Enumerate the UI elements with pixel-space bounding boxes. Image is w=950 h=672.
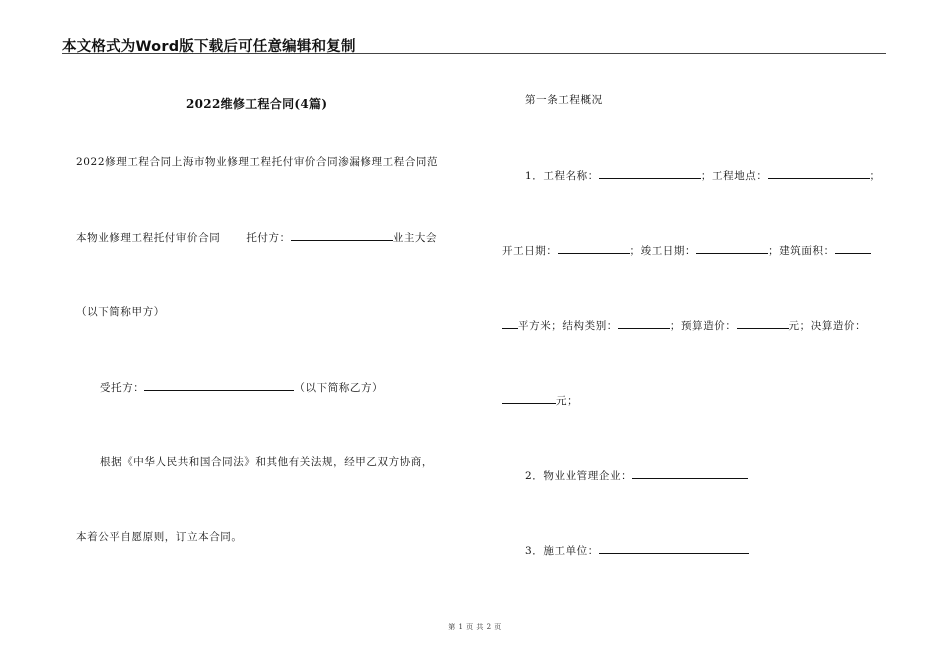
paragraph-principle: 本着公平自愿原则，订立本合同。 <box>76 531 243 543</box>
line-structure-cost <box>502 318 866 333</box>
line-property-management <box>525 468 748 483</box>
start-date-blank <box>558 243 630 254</box>
page-number: 第 1 页 共 2 页 <box>448 623 502 631</box>
building-area-label: ；建筑面积： <box>768 245 835 257</box>
document-banner: 本文格式为Word版下载后可任意编辑和复制 <box>62 39 356 55</box>
trustee-blank <box>144 380 294 391</box>
paragraph-intro: 2022修理工程合同上海市物业修理工程托付审价合同渗漏修理工程合同范 <box>76 156 439 168</box>
header-divider <box>62 53 886 54</box>
contract-name-text: 本物业修理工程托付审价合同 <box>76 232 221 244</box>
budget-cost-label: ；预算造价： <box>669 320 737 332</box>
line-project-name-location <box>525 168 881 183</box>
party-b-note: （以下简称乙方） <box>294 382 384 394</box>
final-cost-label: 元；决算造价： <box>788 320 867 332</box>
structure-type-blank <box>618 318 670 329</box>
project-name-blank <box>599 168 701 179</box>
client-label: 托付方： <box>246 232 291 244</box>
construction-unit-label: 3．施工单位： <box>525 545 599 557</box>
client-value: 业主大会 <box>392 232 438 244</box>
project-location-label: ；工程地点： <box>700 170 768 182</box>
start-date-label: 开工日期： <box>502 245 558 257</box>
party-a-note: （以下简称甲方） <box>76 306 165 318</box>
final-cost-blank <box>502 393 556 404</box>
construction-unit-blank <box>599 543 749 554</box>
area-continuation-blank <box>502 318 518 329</box>
completion-date-label: ；竣工日期： <box>629 245 697 257</box>
project-name-label: 1．工程名称： <box>525 170 599 182</box>
yuan-text: 元； <box>556 395 579 407</box>
completion-date-blank <box>696 243 768 254</box>
line-construction-unit <box>525 543 749 558</box>
section-heading-project-overview: 第一条工程概况 <box>525 94 603 106</box>
paragraph-client-line <box>76 230 437 245</box>
paragraph-basis: 根据《中华人民共和国合同法》和其他有关法规，经甲乙双方协商， <box>100 456 433 468</box>
trustee-label: 受托方： <box>100 382 145 394</box>
paragraph-trustee-line <box>100 380 383 395</box>
property-management-label: 2．物业业管理企业： <box>525 470 633 482</box>
project-location-blank <box>768 168 870 179</box>
line-final-cost-value <box>502 393 578 408</box>
document-title: 2022维修工程合同(4篇) <box>186 97 328 111</box>
client-blank <box>291 230 393 241</box>
line-dates-area <box>502 243 871 258</box>
building-area-blank <box>835 243 871 254</box>
property-management-blank <box>632 468 748 479</box>
structure-type-label: 平方米；结构类别： <box>518 320 618 332</box>
line-end-semicolon: ； <box>869 170 881 182</box>
budget-cost-blank <box>737 318 789 329</box>
